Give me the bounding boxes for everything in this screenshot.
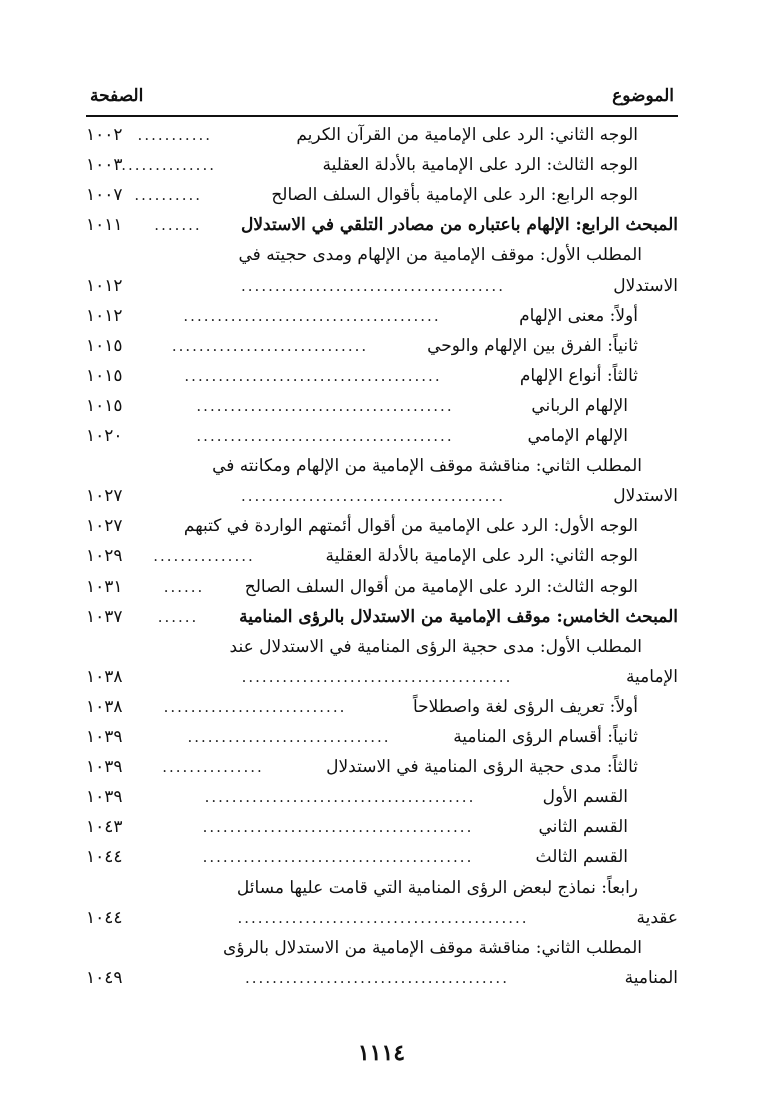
toc-entry-title: المنامية — [624, 967, 678, 988]
toc-page-number: ١٠٠٢ — [86, 125, 123, 145]
toc-entry — [86, 210, 678, 240]
toc-entry-title: الوجه الثالث: الرد على الإمامية بالأدلة العقلية — [322, 155, 638, 176]
toc-entry — [86, 933, 678, 963]
toc-entry — [86, 782, 678, 812]
toc-entry-title: الإمامية — [625, 666, 678, 687]
table-header — [86, 86, 678, 112]
toc-page-number: ١٠٣٧ — [86, 606, 123, 627]
toc-entry — [86, 662, 678, 692]
toc-leader-dots: ...... — [163, 577, 205, 596]
toc-entry-title: أولاً: تعريف الرؤى لغة واصطلاحاً — [412, 696, 638, 717]
toc-entry-title: عقدية — [636, 907, 678, 928]
toc-entry — [86, 391, 678, 421]
toc-page-number: ١٠٢٠ — [86, 426, 123, 446]
toc-entry — [86, 842, 678, 872]
toc-leader-dots: ........................... — [163, 697, 347, 716]
toc-page-number: ١٠٤٣ — [86, 817, 123, 838]
toc-leader-dots: ...................................... — [183, 306, 441, 325]
toc-entry-title: الوجه الثاني: الرد على الإمامية بالأدلة العقلية — [325, 546, 638, 567]
toc-entry-title: القسم الثاني — [538, 817, 628, 838]
toc-entry — [86, 572, 678, 602]
toc-entry — [86, 301, 678, 331]
toc-page-number: ١٠٣١ — [86, 576, 123, 597]
toc-entry — [86, 541, 678, 571]
toc-page-number: ١٠٤٤ — [86, 847, 123, 868]
toc-page-number: ١٠١١ — [86, 215, 123, 236]
toc-entry — [86, 271, 678, 301]
toc-leader-dots: ............... — [153, 547, 255, 566]
toc-entry-title: ثانياً: أقسام الرؤى المنامية — [453, 727, 638, 747]
toc-page-number: ١٠١٢ — [86, 275, 123, 296]
toc-entry — [86, 722, 678, 752]
toc-entry-title: ثالثاً: مدى حجية الرؤى المنامية في الاستدلال — [326, 757, 638, 778]
toc-leader-dots: ....... — [154, 216, 202, 235]
toc-page-number: ١٠٤٤ — [86, 907, 123, 928]
toc-page-number: ١٠٣٨ — [86, 696, 123, 717]
toc-leader-dots: ...... — [157, 607, 199, 626]
toc-entry-title: المطلب الأول: موقف الإمامية من الإلهام ومدى حجيته في — [238, 245, 642, 266]
toc-entry — [86, 873, 678, 903]
toc-entry-title: الاستدلال — [613, 275, 678, 296]
page-number: ١١١٤ — [357, 1040, 406, 1066]
toc-leader-dots: ....................................... — [241, 276, 505, 295]
toc-entry-title: المطلب الأول: مدى حجية الرؤى المنامية في الاستدلال عند — [229, 636, 642, 657]
toc-leader-dots: ........................................ — [202, 818, 474, 837]
toc-entry — [86, 331, 678, 361]
topic-column-label: الموضوع — [612, 86, 674, 106]
page-column-label: الصفحة — [90, 86, 144, 106]
toc-page-number: ١٠٣٩ — [86, 727, 123, 747]
toc-entry — [86, 632, 678, 662]
toc-leader-dots: ........................................... — [237, 908, 529, 927]
toc-leader-dots: ...................................... — [196, 396, 454, 415]
toc-entry-title: المطلب الثاني: مناقشة موقف الإمامية من الاستدلال بالرؤى — [223, 937, 642, 958]
toc-page-number: ١٠٢٩ — [86, 546, 123, 567]
toc-entry — [86, 963, 678, 993]
toc-entry-title: القسم الثالث — [535, 847, 628, 868]
toc-entry — [86, 903, 678, 933]
toc-leader-dots: ............................. — [171, 336, 369, 355]
toc-entry — [86, 240, 678, 270]
toc-entry — [86, 812, 678, 842]
toc-page-number: ١٠٢٧ — [86, 486, 123, 507]
toc-page-number: ١٠١٢ — [86, 305, 123, 326]
toc-page-number: ١٠١٥ — [86, 365, 123, 386]
toc-entry-title: الإلهام الإمامي — [527, 426, 628, 446]
toc-leader-dots: ....................................... — [241, 487, 505, 506]
toc-page-number: ١٠٣٨ — [86, 666, 123, 687]
toc-entry-title: ثالثاً: أنواع الإلهام — [519, 365, 638, 386]
toc-page-number: ١٠٢٧ — [86, 516, 123, 537]
toc-leader-dots: .............. — [121, 156, 216, 175]
toc-leader-dots: .............................. — [187, 728, 391, 746]
toc-page-number: ١٠٤٩ — [86, 967, 123, 988]
toc-entry-title: المبحث الخامس: موقف الإمامية من الاستدلال بالرؤى المنامية — [239, 606, 678, 627]
toc-leader-dots: ........................................ — [204, 788, 476, 807]
toc-page-number: ١٠٣٩ — [86, 787, 123, 808]
toc-entry — [86, 150, 678, 180]
toc-leader-dots: ....................................... — [245, 968, 509, 987]
toc-entry-title: الوجه الثالث: الرد على الإمامية من أقوال السلف الصالح — [244, 576, 638, 597]
toc-entry-title: القسم الأول — [542, 787, 628, 808]
toc-entry-title: الإلهام الرباني — [531, 395, 628, 416]
toc-page-number: ١٠٠٧ — [86, 185, 123, 206]
toc-entry-title: الاستدلال — [613, 486, 678, 507]
toc-entry — [86, 692, 678, 722]
toc-leader-dots: ...................................... — [184, 366, 442, 385]
toc-entry-title: المبحث الرابع: الإلهام باعتباره من مصادر التلقي في الاستدلال — [240, 215, 678, 236]
toc-page-number: ١٠٠٣ — [86, 155, 123, 176]
toc-entry-title: الوجه الرابع: الرد على الإمامية بأقوال السلف الصالح — [271, 185, 638, 206]
toc-leader-dots: ............... — [162, 758, 264, 777]
toc-entry — [86, 421, 678, 451]
toc-entry — [86, 511, 678, 541]
header-divider — [86, 115, 678, 117]
toc-entry — [86, 481, 678, 511]
toc-entry — [86, 602, 678, 632]
toc-entry — [86, 451, 678, 481]
toc-entry — [86, 120, 678, 150]
toc-entry-title: الوجه الثاني: الرد على الإمامية من القرآن الكريم — [296, 125, 638, 145]
toc-entry-title: المطلب الثاني: مناقشة موقف الإمامية من الإلهام ومكانته في — [212, 456, 642, 477]
toc-page-number: ١٠١٥ — [86, 335, 123, 356]
toc-entry-title: رابعاً: نماذج لبعض الرؤى المنامية التي قامت عليها مسائل — [236, 877, 638, 898]
toc-page-number: ١٠٣٩ — [86, 757, 123, 778]
toc-entry-title: الوجه الأول: الرد على الإمامية من أقوال أئمتهم الواردة في كتبهم — [183, 516, 638, 537]
toc-entry — [86, 180, 678, 210]
toc-entry-title: ثانياً: الفرق بين الإلهام والوحي — [427, 335, 638, 356]
toc-leader-dots: ........................................ — [202, 848, 474, 867]
toc-entry — [86, 752, 678, 782]
toc-entry — [86, 361, 678, 391]
toc-entry-title: أولاً: معنى الإلهام — [519, 305, 638, 326]
toc-leader-dots: ........... — [137, 126, 212, 144]
toc-leader-dots: ........................................ — [241, 667, 513, 686]
toc-leader-dots: .......... — [134, 186, 202, 205]
toc-page-number: ١٠١٥ — [86, 395, 123, 416]
toc-leader-dots: ...................................... — [196, 427, 454, 445]
